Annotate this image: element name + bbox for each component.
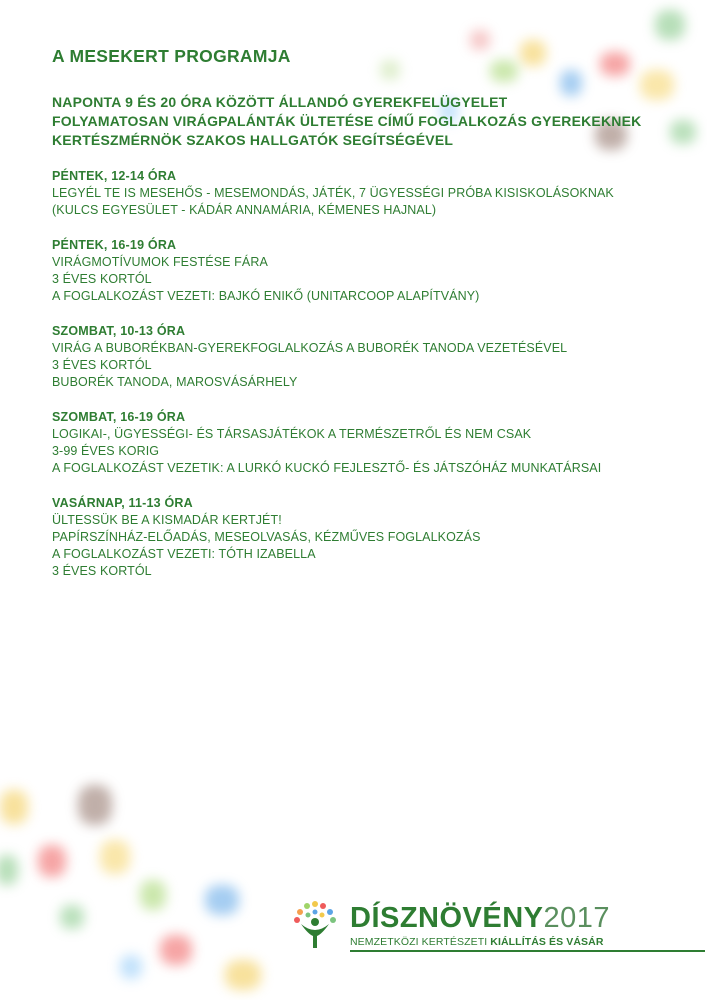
brand-subtitle bbox=[350, 936, 604, 948]
program-section-saturday-16 bbox=[52, 409, 692, 477]
flower-people-logo-icon bbox=[292, 900, 338, 950]
section-heading: VASÁRNAP, 11-13 ÓRA bbox=[52, 496, 193, 510]
section-heading: PÉNTEK, 16-19 ÓRA bbox=[52, 238, 177, 252]
section-line: LOGIKAI-, ÜGYESSÉGI- ÉS TÁRSASJÁTÉKOK A TERMÉSZETRŐL ÉS NEM CSAK bbox=[52, 427, 532, 441]
footer-divider bbox=[350, 950, 705, 952]
section-line: 3 ÉVES KORTÓL bbox=[52, 272, 152, 286]
program-content bbox=[52, 46, 692, 598]
section-line: (KULCS EGYESÜLET - KÁDÁR ANNAMÁRIA, KÉMENES HAJNAL) bbox=[52, 203, 437, 217]
section-line: ÜLTESSÜK BE A KISMADÁR KERTJÉT! bbox=[52, 513, 282, 527]
program-section-saturday-10 bbox=[52, 323, 692, 391]
section-line: 3-99 ÉVES KORIG bbox=[52, 444, 160, 458]
section-line: VIRÁG A BUBORÉKBAN-GYEREKFOGLALKOZÁS A BUBORÉK TANODA VEZETÉSÉVEL bbox=[52, 341, 568, 355]
subtitle-normal: NEMZETKÖZI KERTÉSZETI bbox=[350, 936, 491, 948]
section-line: PAPÍRSZÍNHÁZ-ELŐADÁS, MESEOLVASÁS, KÉZMŰVES FOGLALKOZÁS bbox=[52, 530, 481, 544]
program-section-friday-16 bbox=[52, 237, 692, 305]
event-logo bbox=[292, 900, 705, 960]
section-heading: SZOMBAT, 10-13 ÓRA bbox=[52, 324, 186, 338]
intro-block bbox=[52, 93, 692, 150]
section-line: BUBORÉK TANODA, MAROSVÁSÁRHELY bbox=[52, 375, 298, 389]
brand-name: DÍSZNÖVÉNY bbox=[350, 902, 544, 934]
page-title: A MESEKERT PROGRAMJA bbox=[52, 46, 291, 66]
brand-year: 2017 bbox=[543, 902, 611, 934]
brand-wordmark bbox=[350, 902, 610, 934]
intro-line: NAPONTA 9 ÉS 20 ÓRA KÖZÖTT ÁLLANDÓ GYEREKFELÜGYELET bbox=[52, 94, 508, 110]
section-line: 3 ÉVES KORTÓL bbox=[52, 358, 152, 372]
section-line: A FOGLALKOZÁST VEZETI: BAJKÓ ENIKŐ (UNITARCOOP ALAPÍTVÁNY) bbox=[52, 289, 480, 303]
program-section-friday-12 bbox=[52, 168, 692, 219]
subtitle-bold: KIÁLLÍTÁS ÉS VÁSÁR bbox=[490, 936, 604, 948]
intro-line: FOLYAMATOSAN VIRÁGPALÁNTÁK ÜLTETÉSE CÍMŰ FOGLALKOZÁS GYEREKEKNEK bbox=[52, 113, 642, 129]
intro-line: KERTÉSZMÉRNÖK SZAKOS HALLGATÓK SEGÍTSÉGÉVEL bbox=[52, 132, 454, 148]
section-line: A FOGLALKOZÁST VEZETI: TÓTH IZABELLA bbox=[52, 547, 316, 561]
section-line: VIRÁGMOTÍVUMOK FESTÉSE FÁRA bbox=[52, 255, 268, 269]
program-section-sunday-11 bbox=[52, 495, 692, 580]
section-line: 3 ÉVES KORTÓL bbox=[52, 564, 152, 578]
section-line: A FOGLALKOZÁST VEZETIK: A LURKÓ KUCKÓ FEJLESZTŐ- ÉS JÁTSZÓHÁZ MUNKATÁRSAI bbox=[52, 461, 602, 475]
section-heading: SZOMBAT, 16-19 ÓRA bbox=[52, 410, 186, 424]
section-heading: PÉNTEK, 12-14 ÓRA bbox=[52, 169, 177, 183]
section-line: LEGYÉL TE IS MESEHŐS - MESEMONDÁS, JÁTÉK, 7 ÜGYESSÉGI PRÓBA KISISKOLÁSOKNAK bbox=[52, 186, 614, 200]
